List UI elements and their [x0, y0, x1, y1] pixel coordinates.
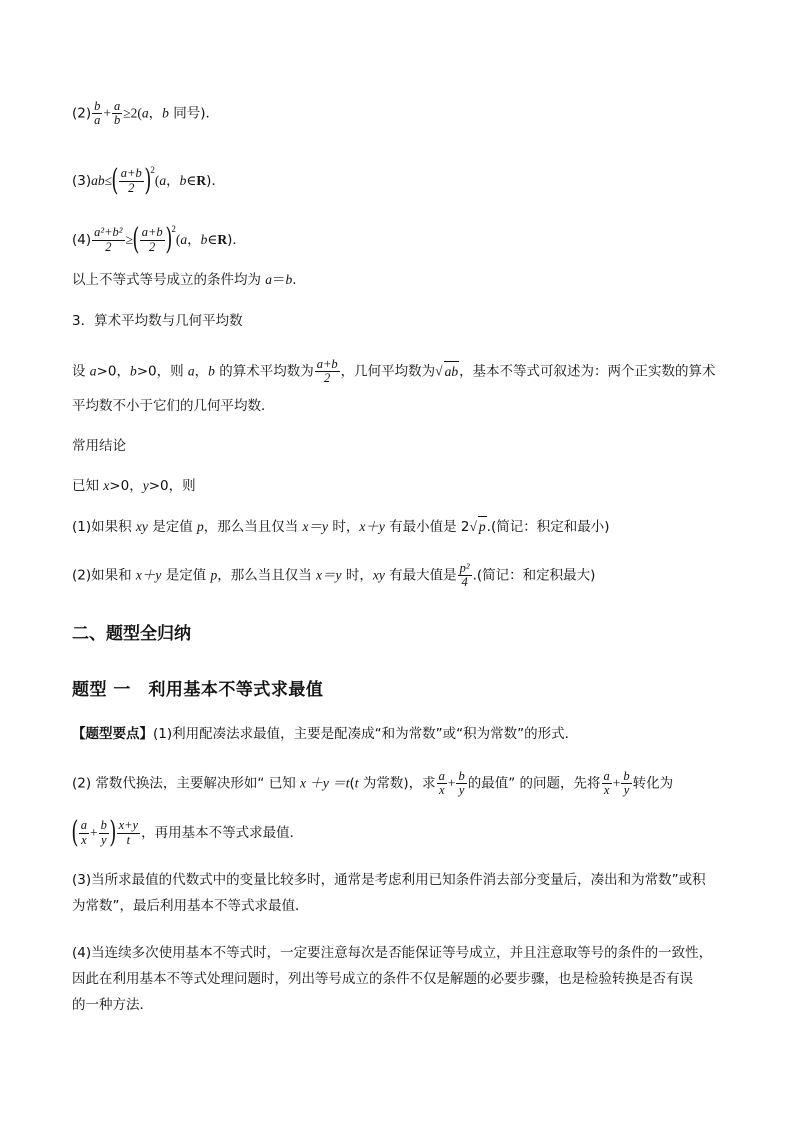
plus-sign: + — [89, 825, 98, 840]
reals-symbol: R — [196, 173, 207, 188]
right-paren: ) — [109, 815, 117, 850]
var-b: b — [129, 363, 137, 379]
fraction-a-over-x — [602, 770, 612, 797]
frac-den: x — [603, 783, 610, 798]
frac-num: x+y — [118, 818, 139, 833]
frac-den: 4 — [461, 575, 468, 590]
separator: ， — [194, 363, 209, 380]
reals-symbol: R — [217, 232, 228, 247]
text: >0，则 — [148, 478, 196, 494]
le-sign: ≤ — [104, 173, 113, 188]
frac-num: b — [458, 769, 465, 783]
ge-sign: ≥ — [125, 232, 133, 247]
frac-num: b — [623, 769, 630, 783]
note-text: 以上不等式等号成立的条件均为 — [72, 272, 266, 288]
tip-3-line2: 为常数”，最后利用基本不等式求最值． — [72, 898, 309, 914]
text: >0， — [96, 363, 130, 380]
tip-2-line1 — [72, 770, 673, 797]
sum-x-plus-y: x＋y — [135, 567, 162, 583]
frac-den: y — [623, 783, 630, 798]
frac-num: a — [114, 99, 121, 113]
frac-den: a — [94, 113, 101, 128]
frac-num: b — [94, 99, 101, 113]
var-p: p — [210, 567, 218, 583]
tip-text: (1)利用配凑法求最值，主要是配凑成“和为常数”或“积为常数”的形式． — [153, 726, 579, 742]
text: 时， — [341, 567, 373, 584]
var-b: b — [200, 232, 208, 247]
left-paren: ( — [71, 815, 79, 850]
text: >0， — [109, 478, 143, 494]
given-condition — [72, 476, 196, 496]
x-equals-y: x＝y — [302, 519, 329, 534]
am-gm-paragraph-line2: 平均数不小于它们的几何平均数． — [72, 398, 275, 414]
var-b: b — [179, 173, 187, 188]
text: 有最大值是 — [384, 567, 457, 584]
var-a: a — [180, 232, 188, 247]
text: 的算术平均数为 — [214, 363, 314, 380]
left-paren: ( — [132, 222, 140, 257]
sqrt-content: p — [478, 516, 487, 537]
text: 的最值” 的问题，先将 — [467, 775, 601, 792]
plus-sign: + — [447, 775, 456, 791]
equals-sign: ＝ — [272, 272, 286, 288]
item-label: (2) — [72, 105, 92, 122]
plus-sign: + — [103, 105, 111, 121]
text: ，那么当且仅当 — [217, 567, 317, 584]
section-two-heading: 二、题型全归纳 — [72, 624, 191, 644]
var-a: a — [265, 272, 273, 287]
var-t: t — [354, 775, 359, 791]
text: ，几何平均数为 — [340, 363, 436, 380]
inequality-item-3 — [72, 160, 225, 196]
fraction-b-over-y — [456, 770, 466, 797]
inequality-item-2 — [72, 100, 219, 127]
sum-x-plus-y: x＋y — [359, 519, 385, 534]
frac-den: 2 — [324, 371, 331, 386]
period: . — [292, 272, 297, 288]
frac-num: a — [603, 769, 610, 783]
sqrt-content: ab — [444, 361, 460, 382]
frac-num: a+b — [316, 357, 338, 371]
text: 设 — [72, 363, 90, 380]
frac-den: y — [458, 783, 465, 798]
tip-3-line1: (3)当所求最值的代数式中的变量比较多时，通常是考虑利用已知条件消去部分变量后，凑出和为常数”或积 — [72, 872, 706, 888]
fraction-a-over-b — [112, 100, 122, 127]
frac-num: b — [100, 818, 107, 833]
product-ab: ab — [91, 173, 105, 188]
frac-num: p² — [459, 561, 470, 575]
fraction-a-plus-b-over-2 — [140, 226, 165, 253]
frac-num: a+b — [120, 166, 142, 181]
fraction-arithmetic-mean — [315, 358, 340, 385]
var-b: b — [285, 272, 293, 287]
common-conclusions-title: 常用结论 — [72, 438, 126, 454]
ge-two: ≥2( — [123, 105, 142, 121]
conclusion-1 — [72, 516, 609, 537]
frac-den: 2 — [105, 239, 112, 254]
frac-den: t — [126, 832, 131, 847]
text: .(简记：和定积最大) — [472, 567, 596, 584]
cond-close: )． — [227, 232, 246, 248]
separator: ， — [166, 173, 180, 189]
text: 已知 — [72, 478, 104, 494]
fraction-sum-of-squares-over-2 — [92, 226, 124, 253]
text: 转化为 — [632, 775, 674, 792]
frac-den: 2 — [128, 180, 135, 195]
tip-2-line2 — [71, 815, 304, 850]
frac-num: a — [80, 818, 87, 833]
frac-num: a — [438, 769, 445, 783]
right-paren: ) — [164, 222, 173, 257]
text: 是定值 — [161, 567, 211, 584]
var-a: a — [159, 173, 167, 188]
text: >0，则 — [136, 363, 188, 380]
fraction-a-plus-b-over-2 — [119, 167, 144, 194]
product-xy: xy — [372, 567, 385, 583]
text: (2)如果和 — [72, 567, 136, 584]
frac-den: y — [100, 832, 107, 847]
frac-den: b — [114, 113, 121, 128]
equality-condition-note — [72, 270, 297, 290]
cond-open: ( — [175, 232, 181, 247]
x-plus-y-equals-t: x ＋y ＝t — [300, 775, 350, 791]
text: 有最小值是 2 — [384, 519, 470, 535]
am-gm-paragraph-line1 — [72, 358, 716, 385]
tip-1 — [72, 724, 578, 744]
frac-num: a²+b² — [94, 225, 123, 240]
tip-label: 【题型要点】 — [72, 726, 153, 742]
exponent: 2 — [150, 165, 155, 175]
text: (1)如果积 — [72, 519, 136, 535]
fraction-x-plus-y-over-t — [117, 819, 141, 846]
var-a: a — [141, 105, 149, 121]
text: ( — [349, 775, 355, 792]
fraction-a-over-x — [437, 770, 447, 797]
left-paren: ( — [111, 163, 119, 198]
var-x: x — [103, 478, 110, 493]
sqrt-symbol: √ — [435, 363, 443, 379]
frac-num: a+b — [141, 225, 163, 240]
tip-4-line2: 因此在利用基本不等式处理问题时，列出等号成立的条件不仅是解题的必要步骤，也是检验转换是否有误 — [72, 971, 693, 987]
element-of: ∈ — [186, 173, 197, 188]
text: (2) 常数代换法，主要解决形如“ 已知 — [72, 775, 300, 792]
item-label: (4) — [72, 232, 92, 248]
text: 为常数)，求 — [358, 775, 436, 792]
tip-4-line3: 的一种方法． — [72, 997, 153, 1013]
text: 是定值 — [147, 519, 197, 535]
fraction-b-over-y — [99, 819, 109, 846]
var-a: a — [89, 363, 97, 379]
separator: ， — [148, 105, 163, 122]
text: ，再用基本不等式求最值． — [141, 825, 304, 841]
cond-close: )． — [206, 173, 225, 189]
var-p: p — [197, 519, 204, 534]
exponent: 2 — [171, 224, 176, 234]
var-a: a — [187, 363, 195, 379]
plus-sign: + — [612, 775, 621, 791]
var-b: b — [162, 105, 169, 121]
cond-open: ( — [154, 173, 160, 188]
right-paren: ) — [144, 163, 152, 198]
text: ，那么当且仅当 — [203, 519, 303, 535]
frac-den: x — [438, 783, 445, 798]
fraction-b-over-a — [92, 100, 102, 127]
text: ，基本不等式可叙述为：两个正实数的算术 — [459, 363, 716, 380]
tip-4-line1: (4)当连续多次使用基本不等式时，一定要注意每次是否能保证等号成立，并且注意取等号的条件的一致性， — [72, 945, 713, 961]
item-label: (3) — [72, 173, 92, 189]
element-of: ∈ — [207, 232, 218, 247]
type-1-heading: 题型 一 利用基本不等式求最值 — [72, 680, 324, 700]
fraction-b-over-y — [621, 770, 631, 797]
var-y: y — [142, 478, 149, 493]
separator: ， — [187, 232, 201, 248]
fraction-a-over-x — [79, 819, 89, 846]
fraction-p-squared-over-4 — [458, 562, 472, 589]
inequality-item-4 — [72, 219, 246, 255]
frac-den: x — [81, 832, 87, 847]
text: .(简记：积定和最小) — [486, 519, 610, 535]
x-equals-y: x＝y — [316, 567, 342, 583]
sqrt-symbol: √ — [469, 519, 477, 534]
product-xy: xy — [135, 519, 148, 534]
same-sign-text: 同号)． — [168, 105, 219, 122]
frac-den: 2 — [149, 239, 156, 254]
text: 时， — [328, 519, 360, 535]
section-3-title: 3．算术平均数与几何平均数 — [72, 313, 243, 329]
conclusion-2 — [72, 562, 595, 589]
var-b: b — [208, 363, 215, 379]
